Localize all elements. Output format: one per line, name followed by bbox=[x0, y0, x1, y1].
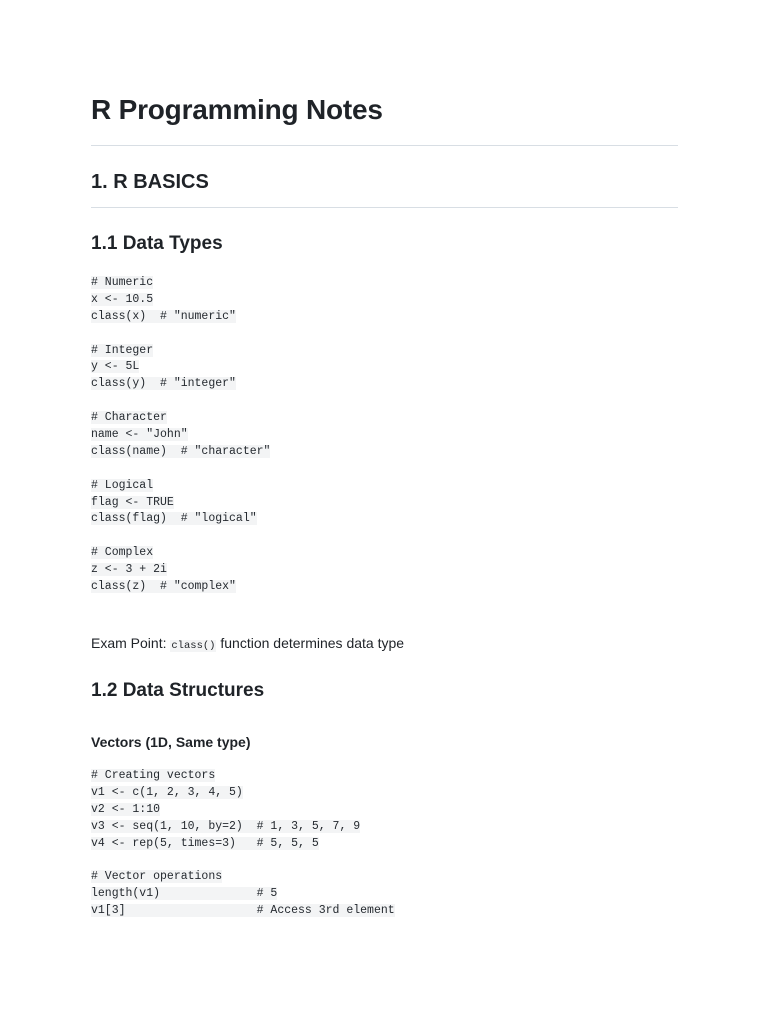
code-line bbox=[91, 427, 270, 444]
code-line-text: # Creating vectors bbox=[91, 769, 216, 782]
code-line-text: v1 <- c(1, 2, 3, 4, 5) bbox=[91, 785, 243, 799]
code-blank-line bbox=[91, 393, 270, 410]
code-line bbox=[91, 359, 270, 376]
code-line bbox=[91, 886, 395, 903]
code-line bbox=[91, 579, 270, 596]
code-line bbox=[91, 495, 270, 512]
code-line bbox=[91, 275, 270, 292]
code-line bbox=[91, 562, 270, 579]
code-line-text: y <- 5L bbox=[91, 360, 140, 374]
exam-point-code: class() bbox=[171, 640, 216, 652]
exam-point-prefix: Exam Point: bbox=[91, 635, 171, 651]
code-line-text: length(v1) # 5 bbox=[91, 887, 278, 901]
subsection-heading-data-types: 1.1 Data Types bbox=[91, 233, 223, 254]
code-line bbox=[91, 785, 395, 802]
code-line bbox=[91, 292, 270, 309]
code-line-text: v1[3] # Access 3rd element bbox=[91, 904, 395, 918]
code-blank-line bbox=[91, 461, 270, 478]
code-line-text: v3 <- seq(1, 10, by=2) # 1, 3, 5, 7, 9 bbox=[91, 819, 361, 833]
code-line-text: name <- "John" bbox=[91, 428, 188, 442]
code-line-text: class(z) # "complex" bbox=[91, 580, 236, 594]
section-heading-r-basics: 1. R BASICS bbox=[91, 171, 209, 193]
code-line bbox=[91, 444, 270, 461]
code-line bbox=[91, 768, 395, 785]
code-line-text: class(x) # "numeric" bbox=[91, 309, 236, 323]
code-blank-line bbox=[91, 852, 395, 869]
code-line bbox=[91, 545, 270, 562]
code-line-text: flag <- TRUE bbox=[91, 495, 174, 509]
code-line bbox=[91, 343, 270, 360]
code-line bbox=[91, 819, 395, 836]
code-line-text: # Vector operations bbox=[91, 870, 223, 884]
code-line bbox=[91, 903, 395, 920]
code-blank-line bbox=[91, 528, 270, 545]
page-title: R Programming Notes bbox=[91, 94, 383, 125]
code-line-text: v2 <- 1:10 bbox=[91, 802, 161, 816]
code-line bbox=[91, 410, 270, 427]
code-line bbox=[91, 511, 270, 528]
title-divider bbox=[91, 145, 678, 146]
exam-point-text: function determines data type bbox=[216, 635, 405, 651]
code-line bbox=[91, 802, 395, 819]
code-line-text: class(name) # "character" bbox=[91, 444, 271, 458]
code-block-vectors bbox=[91, 768, 395, 920]
section-divider bbox=[91, 207, 678, 208]
code-line bbox=[91, 309, 270, 326]
subsection-heading-data-structures: 1.2 Data Structures bbox=[91, 680, 265, 701]
vectors-heading: Vectors (1D, Same type) bbox=[91, 734, 251, 750]
code-line-text: # Logical bbox=[91, 478, 154, 492]
code-line-text: class(flag) # "logical" bbox=[91, 512, 257, 526]
code-line bbox=[91, 836, 395, 853]
code-blank-line bbox=[91, 326, 270, 343]
code-line bbox=[91, 478, 270, 495]
exam-point-paragraph bbox=[91, 633, 404, 656]
code-line-text: v4 <- rep(5, times=3) # 5, 5, 5 bbox=[91, 836, 319, 850]
code-line-text: class(y) # "integer" bbox=[91, 377, 236, 391]
code-block-data-types bbox=[91, 275, 270, 596]
code-line-text: z <- 3 + 2i bbox=[91, 563, 167, 577]
code-line-text: # Character bbox=[91, 411, 167, 425]
code-line-text: # Numeric bbox=[91, 276, 154, 289]
code-line bbox=[91, 869, 395, 886]
code-line-text: x <- 10.5 bbox=[91, 292, 154, 306]
code-line-text: # Complex bbox=[91, 546, 154, 560]
code-line bbox=[91, 376, 270, 393]
code-line-text: # Integer bbox=[91, 343, 154, 357]
